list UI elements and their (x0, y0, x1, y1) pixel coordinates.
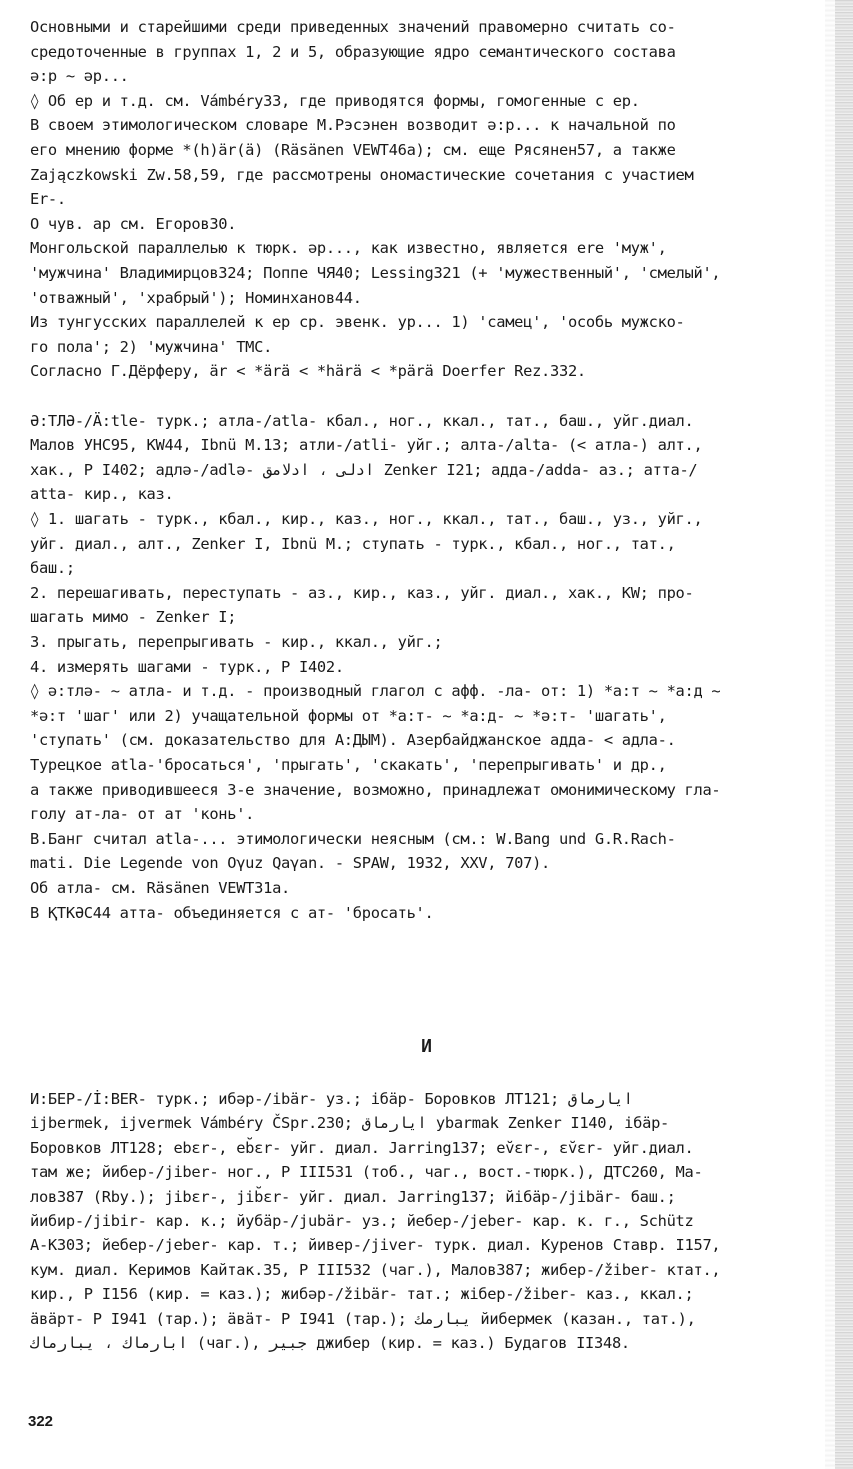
text-line: Турецкое atla-'бросаться', 'прыгать', 'скакать', 'перепрыгивать' и др., (30, 756, 667, 774)
text-line: Монгольской параллелью к тюрк. әр..., как известно, является ere 'муж', (30, 239, 667, 258)
text-line: 4. измерять шагами - турк., Р I402. (30, 657, 344, 676)
text-line: Er-. (30, 190, 66, 209)
entry-line: кум. диал. Керимов Кайтак.35, Р III532 (чаг.), Малов387; жибер-/žiber- ктат., (30, 1260, 721, 1279)
text-line: Основными и старейшими среди приведенных значений правомерно считать со- (30, 18, 676, 36)
text-line: 2. перешагивать, переступать - аз., кир., каз., уйг. диал., хак., KW; про- (30, 583, 694, 602)
entry-line: там же; йибер-/jiber- ног., Р III531 (тоб., чаг., вост.-тюрк.), ДТС260, Ма- (30, 1163, 703, 1182)
page-number: 322 (28, 1413, 54, 1430)
text-line: хак., Р I402; адлә-/adlә- ادلى ، ادلامق Zenker I21; адда-/adda- аз.; атта-/ (30, 460, 698, 479)
text-line: его мнению форме *(h)ӓr(ӓ) (Räsänen VEWT46a); см. еще Рясянен57, а также (30, 141, 676, 159)
entry-line: йибир-/jibir- кар. к.; йубӓр-/jubӓr- уз.; йебер-/jeber- кар. к. г., Schütz (30, 1212, 694, 1230)
text-line: В своем этимологическом словаре М.Рэсэнен возводит ә:р... к начальной по (30, 116, 676, 135)
text-line: средоточенные в группах 1, 2 и 5, образующие ядро семантического состава (30, 42, 676, 61)
text-line: шагать мимо - Zenker I; (30, 608, 237, 627)
text-line: 3. прыгать, перепрыгивать - кир., ккал., уйг.; (30, 633, 443, 651)
entry-line: A-K303; йебер-/jeber- кар. т.; йивер-/jiver- турк. диал. Куренов Ставр. I157, (30, 1236, 721, 1255)
text-line: 'мужчина' Владимирцов324; Поппе ЧЯ40; Lessing321 (+ 'мужественный', 'смелый', (30, 264, 721, 282)
text-line: В ҚТКӘС44 атта- объединяется с ат- 'бросать'. (30, 903, 434, 922)
text-line: В.Банг считал atla-... этимологически неясным (см.: W.Bang und G.R.Rach- (30, 829, 676, 848)
text-line: ◊ 1. шагать - турк., кбал., кир., каз., ног., ккал., тат., баш., уз., уйг., (30, 510, 703, 528)
entry-line: кир., Р I156 (кир. = каз.); жибәр-/žibӓr- тат.; жiбер-/žiber- каз., ккал.; (30, 1285, 694, 1304)
text-line: *ә:т 'шаг' или 2) учащательной формы от *а:т- ~ *а:д- ~ *ә:т- 'шагать', (30, 706, 667, 725)
text-line: ә:р ~ әр... (30, 67, 129, 86)
entry-line: ijbermek, ijvermek Vámbéry ČSpr.230; ايارماق ybarmak Zenker I140, iбӓр- (30, 1114, 670, 1133)
entry-line: Боровков ЛТ128; ebεr-, eb̆εr- уйг. диал. Jarring137; ev̆εr-, εv̆εr- уйг.диал. (30, 1138, 694, 1157)
page-edge-shadow (835, 0, 853, 1469)
text-line: баш.; (30, 559, 75, 578)
text-line: mati. Die Legende von Oγuz Qaγan. - SPAW, 1932, XXV, 707). (30, 854, 551, 873)
text-line: уйг. диал., алт., Zenker I, Ibnü M.; ступать - турк., кбал., ног., тат., (30, 534, 676, 553)
text-line: ◊ Об ер и т.д. см. Vámbéry33, где приводятся формы, гомогенные с ер. (30, 91, 640, 110)
text-line: Об атла- см. Räsänen VEWT31a. (30, 879, 291, 897)
entry-line: лов387 (Rby.); jibεr-, jib̆εr- уйг. диал. Jarring137; йiбӓр-/jibӓr- баш.; (30, 1187, 676, 1206)
text-line: 'ступать' (см. доказательство для А:ДЫМ). Азербайджанское адда- < адла-. (30, 731, 676, 750)
text-line: Zajączkowski Zw.58,59, где рассмотрены ономастические сочетания с участием (30, 165, 694, 184)
text-line: Согласно Г.Дёрферу, ӓr < *ӓrӓ < *hӓrӓ < *pӓrӓ Doerfer Rez.332. (30, 362, 586, 381)
text-line: 'отважный', 'храбрый'); Номинханов44. (30, 288, 362, 307)
text-line: го пола'; 2) 'мужчина' ТМС. (30, 337, 273, 356)
text-line: Из тунгусских параллелей к ер ср. эвенк. ур... 1) 'самец', 'особь мужско- (30, 313, 685, 332)
entry-line: ӓвӓрт- Р I941 (тар.); ӓвӓт- Р I941 (тар.); يبارمك йибермек (казан., тат.), (30, 1309, 696, 1328)
text-line: а также приводившееся 3-е значение, возможно, принадлежат омонимическому гла- (30, 780, 721, 799)
text-line: Ә:ТЛӘ-/Ӓ:tle- турк.; атла-/atla- кбал., ног., ккал., тат., баш., уйг.диал. (30, 411, 694, 430)
text-line: ◊ ә:тлә- ~ атла- и т.д. - производный глагол с афф. -ла- от: 1) *а:т ~ *а:д ~ (30, 682, 721, 701)
entry-line: ابارماك ، يبارماك (чаг.), جبير джибер (кир. = каз.) Будагов II348. (30, 1334, 630, 1352)
text-line: atta- кир., каз. (30, 485, 174, 504)
text-line: О чув. ар см. Егоров30. (30, 214, 237, 233)
text-line: Малов УНС95, KW44, Ibnü M.13; атли-/atli- уйг.; алта-/alta- (< атла-) алт., (30, 436, 703, 455)
text-line: голу ат-ла- от ат 'конь'. (30, 805, 255, 824)
entry-line: И:БЕР-/İ:BER- турк.; ибәр-/ibӓr- уз.; iбӓр- Боровков ЛТ121; ايارماق (30, 1090, 633, 1108)
section-heading: И (421, 1036, 432, 1057)
